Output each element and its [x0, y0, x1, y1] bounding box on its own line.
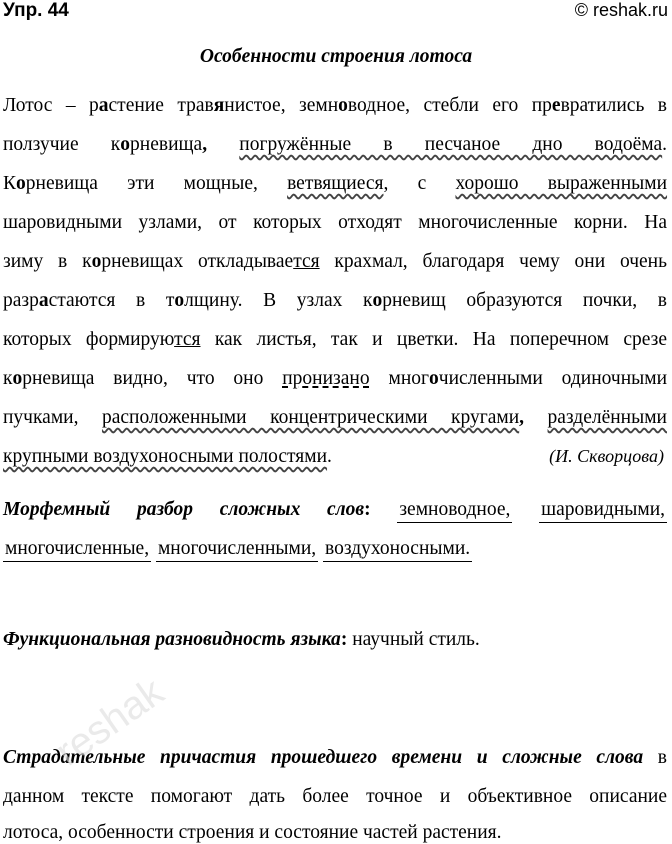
conclusion-line-1: Страдательные причастия прошедшего времени и сложные слова в	[3, 747, 667, 768]
exercise-number: Упр. 44	[3, 0, 69, 21]
text-line-1: Лотос – растение травянистое, земноводное, стебли его превратились в	[3, 95, 667, 116]
conclusion-line-3: лотоса, особенности строения и состояние частей растения.	[3, 822, 502, 843]
morph-word-4: многочисленными,	[156, 537, 318, 562]
morph-word-5: воздухоносными.	[323, 537, 472, 562]
text-line-10: крупными воздухоносными полостями.	[3, 446, 332, 467]
participle-branching: ветвящиеся	[287, 173, 384, 194]
text-line-5: зиму в корневищах откладывается крахмал, благодаря чему они очень	[3, 251, 668, 272]
morph-analysis-line-1: Морфемный разбор сложных слов: земноводное, шаровидными,	[3, 498, 667, 523]
language-style-line: Функциональная разновидность языка: научный стиль.	[3, 629, 480, 650]
text-line-8: корневища видно, что оно пронизано многочисленными одиночными	[3, 368, 668, 389]
text-line-7: которых формируются как листья, так и цветки. На поперечном срезе	[3, 329, 667, 350]
text-title: Особенности строения лотоса	[199, 46, 473, 67]
author-attribution: (И. Скворцова)	[549, 446, 664, 466]
participial-phrase-3: расположенными концентрическими кругами	[101, 407, 520, 428]
text-line-3: Корневища эти мощные, ветвящиеся, с хорошо выраженными	[3, 173, 668, 194]
short-participle: пронизано	[282, 368, 370, 389]
morph-word-1: земноводное,	[397, 498, 512, 523]
conclusion-line-2: данном тексте помогают дать более точное и объективное описание	[3, 786, 667, 807]
watermark: reshak	[47, 669, 172, 775]
text-line-2: ползучие корневища, погружённые в песчаное дно водоёма.	[3, 134, 668, 155]
text-line-4: шаровидными узлами, от которых отходят многочисленные корни. На	[3, 212, 667, 233]
morph-word-2: шаровидными,	[539, 498, 667, 523]
participial-phrase-1: погружённые в песчаное дно водоёма	[239, 134, 663, 155]
text-line-6: разрастаются в толщину. В узлах корневищ образуются почки, в	[3, 290, 668, 311]
morph-analysis-line-2	[3, 537, 667, 562]
participial-phrase-4: разделёнными	[547, 407, 667, 428]
text-line-9: пучками, расположенными концентрическими кругами, разделёнными	[3, 407, 667, 428]
participial-phrase-2: хорошо выраженными	[455, 173, 668, 194]
source-label[interactable]: © reshak.ru	[574, 0, 668, 20]
morph-word-3: многочисленные,	[3, 537, 151, 562]
